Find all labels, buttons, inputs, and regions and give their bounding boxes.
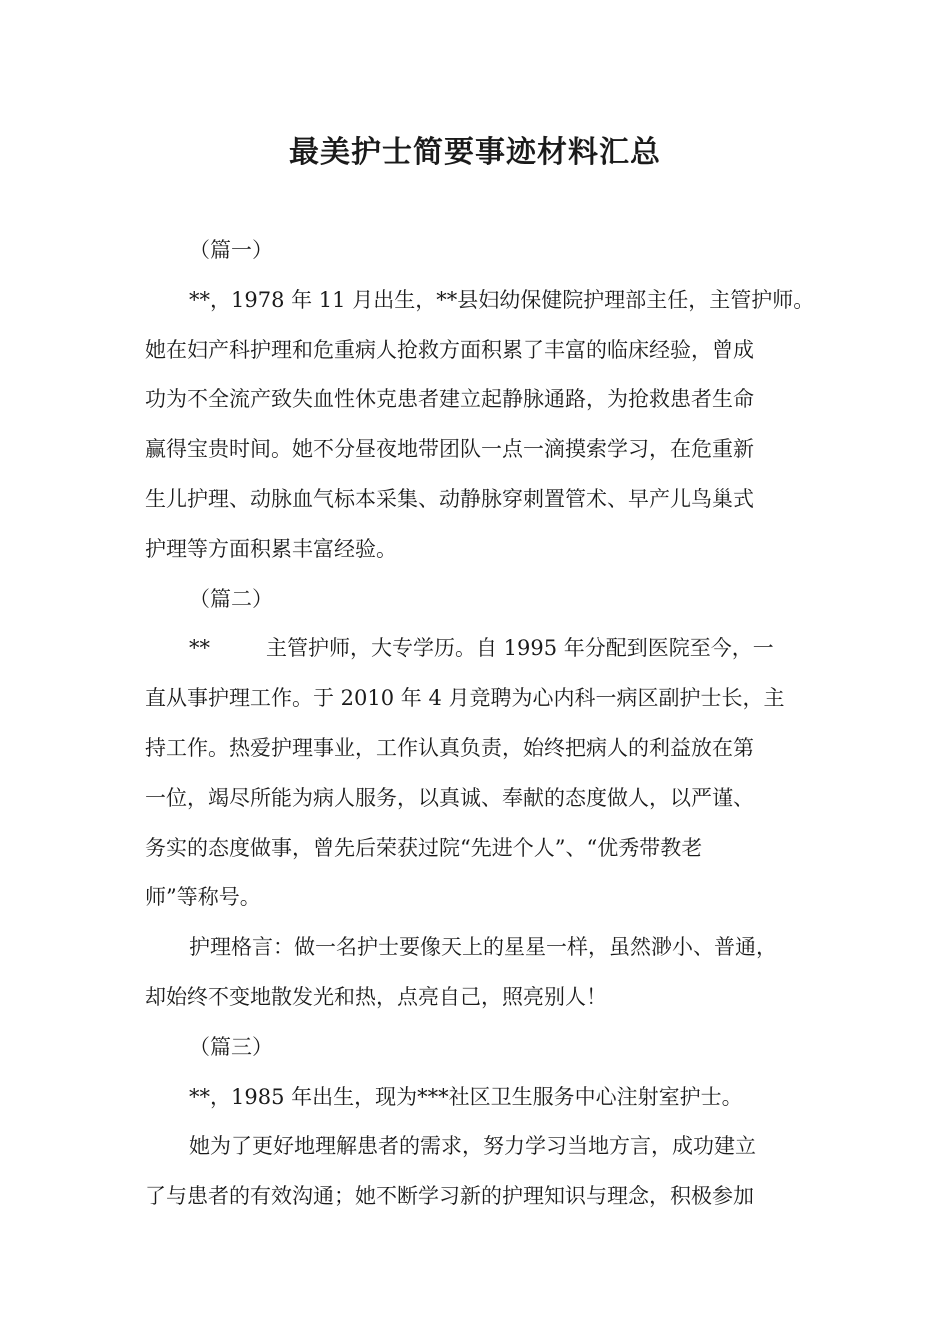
paragraph-line: 她在妇产科护理和危重病人抢救方面积累了丰富的临床经验，曾成	[145, 337, 754, 362]
paragraph-line: **，1985 年出生，现为***社区卫生服务中心注射室护士。	[189, 1084, 743, 1109]
paragraph-line: 功为不全流产致失血性休克患者建立起静脉通路，为抢救患者生命	[145, 387, 754, 412]
paragraph-line: 务实的态度做事，曾先后荣获过院“先进个人”、“优秀带教老	[145, 835, 703, 860]
document-body	[145, 226, 815, 1222]
paragraph-line: 赢得宝贵时间。她不分昼夜地带团队一点一滴摸索学习，在危重新	[145, 437, 754, 462]
paragraph-line	[145, 624, 805, 674]
paragraph-line: **，1978 年 11 月出生，**县妇幼保健院护理部主任，主管护师。	[189, 287, 815, 312]
paragraph-line: 生儿护理、动脉血气标本采集、动静脉穿刺置管术、早产儿鸟巢式	[145, 486, 754, 511]
paragraph-text: 主管护师，大专学历。自 1995 年分配到医院至今，一	[266, 636, 774, 661]
motto-line: 却始终不变地散发光和热，点亮自己，照亮别人！	[145, 984, 607, 1009]
paragraph-line: 一位，竭尽所能为病人服务，以真诚、奉献的态度做人，以严谨、	[145, 785, 754, 810]
paragraph-line: 护理等方面积累丰富经验。	[145, 536, 397, 561]
paragraph-line: 持工作。热爱护理事业，工作认真负责，始终把病人的利益放在第	[145, 735, 754, 760]
paragraph-line: 师”等称号。	[145, 885, 261, 910]
section-heading: （篇一）	[189, 238, 273, 262]
section-heading: （篇三）	[189, 1034, 273, 1059]
name-placeholder: **	[189, 636, 210, 661]
paragraph-line: 她为了更好地理解患者的需求，努力学习当地方言，成功建立	[189, 1134, 756, 1159]
document-title: 最美护士简要事迹材料汇总	[289, 135, 661, 170]
paragraph-line: 了与患者的有效沟通；她不断学习新的护理知识与理念，积极参加	[145, 1184, 754, 1209]
paragraph-line: 直从事护理工作。于 2010 年 4 月竞聘为心内科一病区副护士长，主	[145, 686, 785, 711]
motto-line: 护理格言：做一名护士要像天上的星星一样，虽然渺小、普通，	[189, 935, 777, 960]
section-heading: （篇二）	[189, 586, 273, 611]
